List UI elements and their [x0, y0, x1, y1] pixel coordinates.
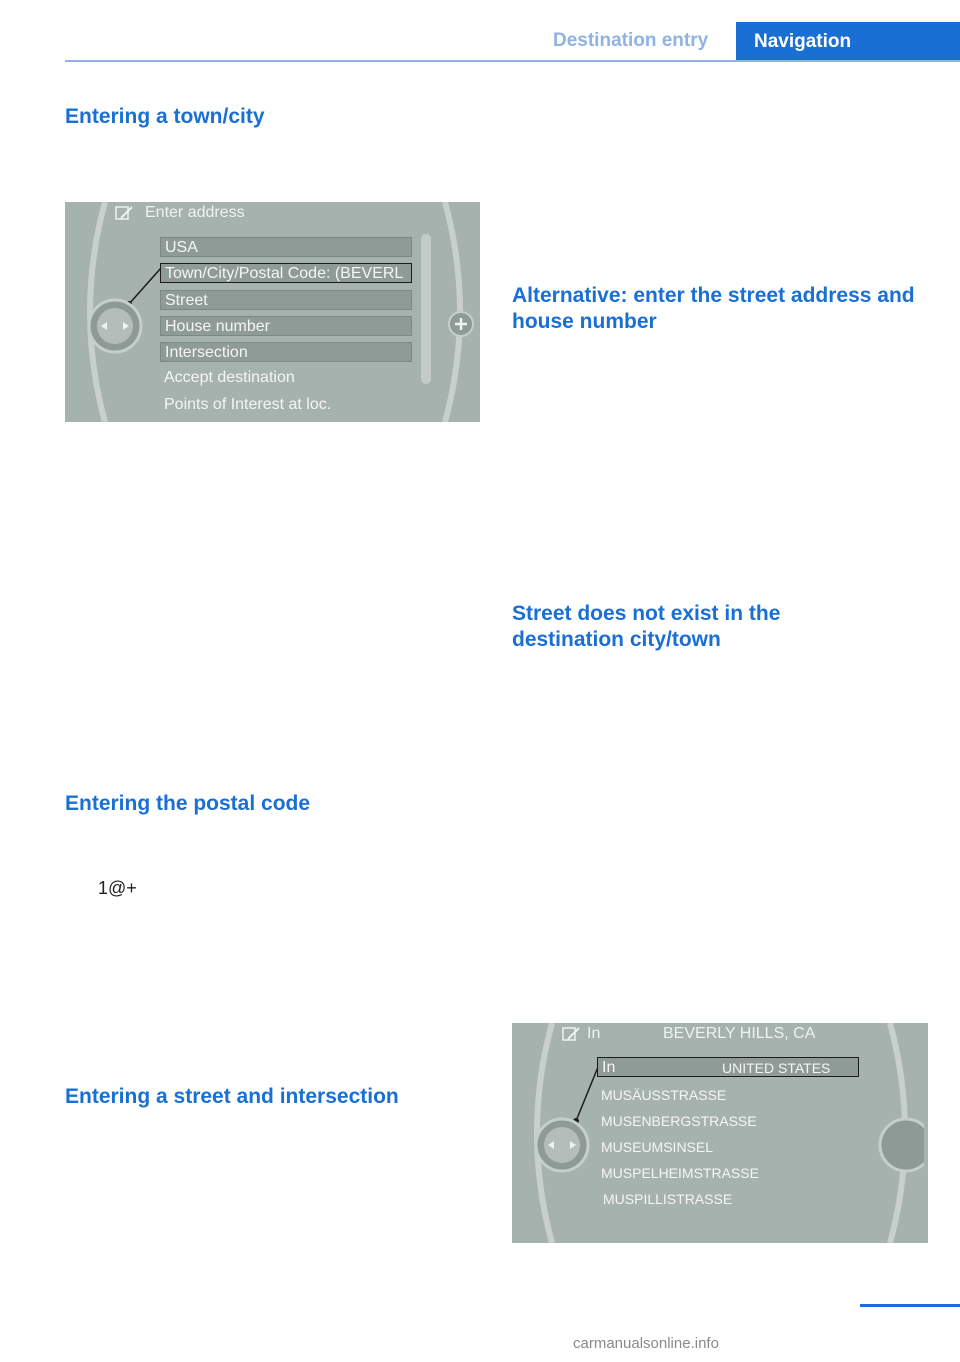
menu-item-house-number[interactable]: House number — [160, 316, 412, 336]
header-tab-label: Navigation — [754, 31, 852, 52]
plus-knob-icon — [448, 311, 474, 337]
menu-item-country[interactable]: USA — [160, 237, 412, 257]
header-rule — [65, 60, 960, 62]
heading-entering-town-city: Entering a town/city — [65, 105, 265, 128]
menu-item-street[interactable]: Street — [160, 290, 412, 310]
controller-knob-icon — [87, 298, 143, 354]
street-list-item[interactable]: MUSPELHEIMSTRASSE — [601, 1165, 759, 1181]
input-country-value: UNITED STATES — [722, 1060, 831, 1076]
street-list-item[interactable]: MUSEUMSINSEL — [601, 1139, 714, 1155]
header-section-title: Destination entry — [553, 30, 709, 51]
page-number-rule — [860, 1304, 960, 1307]
street-list-item[interactable]: MUSÄUSSTRASSE — [601, 1087, 727, 1103]
input-label: In — [602, 1059, 616, 1076]
edit-pencil-icon — [562, 1026, 582, 1044]
street-list-item[interactable]: MUSPILLISTRASSE — [603, 1191, 733, 1207]
menu-item-accept-destination[interactable]: Accept destination — [164, 369, 295, 386]
header-navigation-tab — [736, 22, 960, 62]
street-search-input[interactable] — [597, 1057, 859, 1077]
menu-item-points-of-interest[interactable]: Points of Interest at loc. — [164, 396, 332, 413]
heading-street-not-exist: Street does not exist in the destination city/town — [512, 602, 781, 651]
watermark: carmanualsonline.info — [573, 1335, 719, 1352]
screen-title: Enter address — [145, 204, 245, 221]
screen-title-label: In — [587, 1025, 601, 1042]
menu-item-town-city[interactable]: Town/City/Postal Code: (BEVERL — [160, 263, 412, 283]
screen-street-list — [512, 1023, 928, 1243]
controller-knob-icon — [534, 1117, 590, 1173]
menu-item-intersection[interactable]: Intersection — [160, 342, 412, 362]
screen-title-location: BEVERLY HILLS, CA — [663, 1025, 816, 1042]
alphanumeric-symbol: 1@+ — [98, 878, 137, 898]
edit-pencil-icon — [115, 205, 135, 223]
heading-alternative-address: Alternative: enter the street address and house number — [512, 284, 915, 333]
street-list-item[interactable]: MUSENBERGSTRASSE — [601, 1113, 757, 1129]
heading-entering-street-intersection: Entering a street and intersection — [65, 1085, 399, 1108]
round-knob-icon — [878, 1117, 924, 1173]
heading-entering-postal-code: Entering the postal code — [65, 792, 311, 815]
screen-enter-address — [65, 202, 480, 422]
